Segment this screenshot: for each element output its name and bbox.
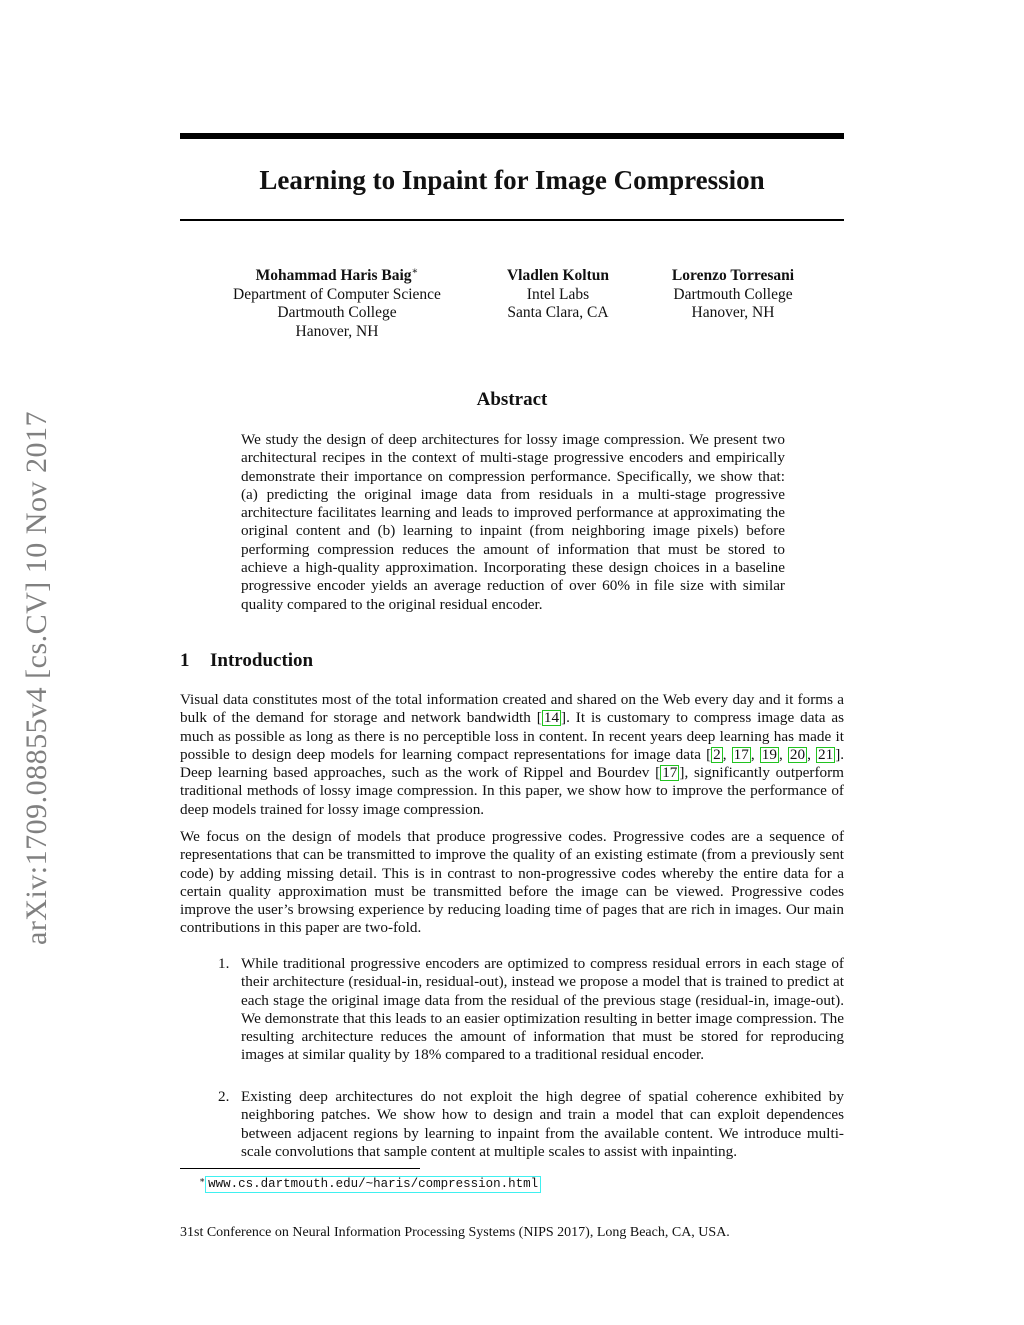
author-block-torresani [648,267,818,323]
title-bottom-rule [180,219,844,221]
arxiv-identifier: arXiv:1709.08855v4 [cs.CV] 10 Nov 2017 [20,411,53,945]
citation-link[interactable]: 14 [543,709,560,727]
author-affiliation: Dartmouth College [673,285,793,303]
contribution-list [180,955,844,1065]
author-affiliation: Hanover, NH [691,304,775,321]
author-name: Lorenzo Torresani [671,267,795,284]
list-item-text: Existing deep architectures do not exploit the high degree of spatial coherence exhibited by neighboring patches. We show how to design and train a model that can exploit dependences between adjacent regions by learning to inpaint from the available content. We introduce multi-scale convolutions that sample content at multiple scales to assist with inpainting. [241,1088,844,1160]
citation-link[interactable]: 20 [789,745,806,763]
footnote [199,1175,541,1193]
title-top-rule [180,133,844,139]
list-item [180,955,844,1065]
citation-link[interactable]: 17 [733,745,749,763]
author-affiliation: Intel Labs [526,285,590,303]
author-affiliation: Hanover, NH [295,322,379,340]
list-number: 2. [218,1088,230,1105]
author-block-baig [206,267,468,341]
abstract-text: We study the design of deep architectures for lossy image compression. We present two architectural recipes in the context of multi-stage progressive encoders and empirically demonstrate their importance on compression performance. Specifically, we show that: (a) predicting the original image data from residuals in a multi-stage progressive architecture facilitates learning and leads to improved performance at approximating the original content and (b) learning to inpaint (from neighboring image pixels) before performing compression reduces the amount of information that must be stored to achieve a high-quality approximation. Incorporating these design choices in a baseline progressive encoder yields an average reduction of over 60% in file size with similar quality compared to the original residual encoder. [241,431,785,613]
author-affiliation: Department of Computer Science [233,285,441,303]
author-block-koltun [478,267,638,323]
citation-link[interactable]: 17 [662,764,678,782]
citation-link[interactable]: 2 [713,745,721,763]
citation-link[interactable]: 21 [818,745,834,763]
author-affiliation: Santa Clara, CA [507,304,609,321]
venue-note: 31st Conference on Neural Information Processing Systems (NIPS 2017), Long Beach, CA, USA. [180,1225,730,1240]
list-item-text: While traditional progressive encoders are optimized to compress residual errors in each stage of their architecture (residual-in, residual-out), instead we propose a model that is trained to predict at each stage the original image data from the residual of the previous stage (residual-in, image-out). We demonstrate that this leads to an easier optimization resulting in better image compression. The resulting architecture reduces the amount of information that must be stored for reproducing images at similar quality by 18% compared to a traditional residual encoder. [241,955,844,1064]
section-title: Introduction [210,650,314,671]
intro-paragraph-2: We focus on the design of models that produce progressive codes. Progressive codes are a sequence of representations that can be transmitted to improve the quality of an existing estimate (from a previously sent code) by adding missing detail. This is in contrast to non-progressive codes whereby the entire data for a certain quality approximation must be transmitted before the image can be viewed. Progressive codes improve the user’s browsing experience by reducing loading time of pages that are rich in images. Our main contributions in this paper are two-fold. [180,828,844,937]
abstract-heading: Abstract [476,389,548,410]
footnote-marker: ∗ [411,266,419,277]
footnote-marker: ∗ [199,1175,206,1185]
contribution-list [180,1088,844,1161]
paper-title: Learning to Inpaint for Image Compression [259,165,765,195]
footnote-url-link[interactable]: www.cs.dartmouth.edu/~haris/compression.html [205,1176,541,1193]
author-name: Vladlen Koltun [506,267,610,284]
intro-paragraph-1: Visual data constitutes most of the total information created and shared on the Web every day and it forms a bulk of the demand for storage and network bandwidth [ 14 ]. It is customary to compress image data as much as possible as long as there is no perceptible loss in content. In recent years deep learning has made it possible to design deep models for learning compact representations for image data [ 2 , 17 , 19 , 20 , 21 ]. Deep learning based approaches, such as the work of Rippel and Bourdev [ 17 ], significantly outperform traditional methods of lossy image compression. In this paper, we show how to improve the performance of deep models trained for lossy image compression. [180,691,845,818]
author-name: Mohammad Haris Baig∗ [255,266,419,284]
footnote-rule [180,1168,420,1169]
section-number: 1 [180,650,190,671]
author-affiliation: Dartmouth College [277,304,397,321]
section-heading-introduction [180,649,313,673]
citation-link[interactable]: 19 [761,745,777,763]
list-number: 1. [218,955,230,972]
list-item [180,1088,844,1161]
